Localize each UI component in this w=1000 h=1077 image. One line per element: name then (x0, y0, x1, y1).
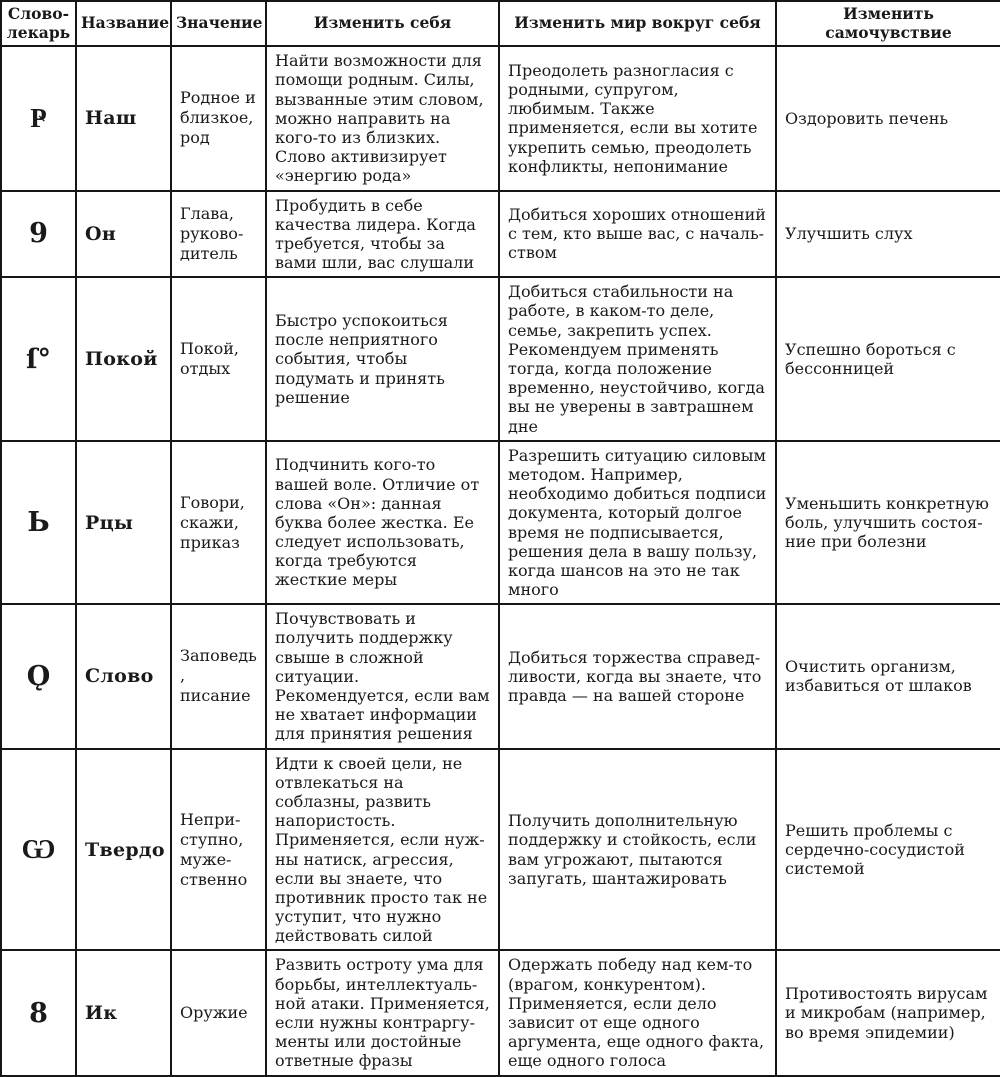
wellbeing-cell: Решить проблемы с сердечно-сосудистой системой (776, 749, 1000, 951)
wellbeing-cell: Успешно бороться с бессонницей (776, 277, 1000, 441)
name-cell: Покой (76, 277, 171, 441)
table-row-nash (1, 46, 1000, 190)
header-change-world: Изменить мир вокруг себя (499, 1, 776, 46)
meaning-cell: Говори, скажи, приказ (171, 441, 266, 605)
change-self-cell: Пробудить в себе качества лидера. Когда требуется, чтобы за вами шли, вас слушали (266, 191, 499, 278)
header-name: Название (76, 1, 171, 46)
change-world-cell: Добиться хороших отношений с тем, кто выше вас, с начальством (499, 191, 776, 278)
wellbeing-cell: Улучшить слух (776, 191, 1000, 278)
meaning-cell: Покой, отдых (171, 277, 266, 441)
change-world-cell: Одержать победу над кем-то (врагом, конкурентом). Применяется, если дело зависит от еще одного аргумента, еще одного факта, еще одного голоса (499, 950, 776, 1075)
header-word-healer: Слово-лекарь (1, 1, 76, 46)
table-row-on (1, 191, 1000, 278)
meaning-cell: Родное и близкое, род (171, 46, 266, 190)
letter-glyph-tverdo: Ѡ (1, 749, 76, 951)
table-row-slovo (1, 604, 1000, 748)
table-row-pokoy (1, 277, 1000, 441)
header-change-wellbeing: Изменить самочувствие (776, 1, 1000, 46)
name-cell: Наш (76, 46, 171, 190)
name-cell: Рцы (76, 441, 171, 605)
table-row-rtsy (1, 441, 1000, 605)
change-self-cell: Подчинить кого-то вашей воле. Отличие от слова «Он»: данная буква более жестка. Ее следует использовать, когда требуются жесткие меры (266, 441, 499, 605)
letter-glyph-ik: 8 (1, 950, 76, 1075)
change-self-cell: Развить остроту ума для борьбы, интеллектуальной атаки. Применяется, если нужны контраргументы или достойные ответные фразы (266, 950, 499, 1075)
change-world-cell: Разрешить ситуацию силовым методом. Например, необходимо добиться подписи документа, который долгое время не подписывается, решения дела в вашу пользу, когда шансов на это не так много (499, 441, 776, 605)
change-self-cell: Найти возможности для помощи родным. Силы, вызванные этим словом, можно направить на кого-то из близких. Слово активизирует «энергию рода» (266, 46, 499, 190)
table-row-tverdo (1, 749, 1000, 951)
header-meaning: Значение (171, 1, 266, 46)
change-self-cell: Почувствовать и получить поддержку свыше в сложной ситуации. Рекомендуется, если вам не хватает информации для принятия решения (266, 604, 499, 748)
header-row (1, 1, 1000, 46)
change-world-cell: Добиться стабильности на работе, в каком-то деле, семье, закрепить успех. Рекомендуем применять тогда, когда положение временно, неустойчиво, когда вы не уверены в завтрашнем дне (499, 277, 776, 441)
table-row-ik (1, 950, 1000, 1075)
change-self-cell: Идти к своей цели, не отвлекаться на соблазны, развить напористость. Применяется, если нужны натиск, агрессия, если вы знаете, что противник просто так не уступит, что нужно действовать силой (266, 749, 499, 951)
letter-glyph-slovo: Ǫ (1, 604, 76, 748)
meaning-cell: Глава, руководитель (171, 191, 266, 278)
letter-glyph-on: 9 (1, 191, 76, 278)
wellbeing-cell: Уменьшить конкретную боль, улучшить состояние при болезни (776, 441, 1000, 605)
meaning-cell: Оружие (171, 950, 266, 1075)
name-cell: Слово (76, 604, 171, 748)
meaning-cell: Заповедь, писание (171, 604, 266, 748)
letter-glyph-nash: Ҏ (1, 46, 76, 190)
meaning-cell: Неприступно, мужественно (171, 749, 266, 951)
name-cell: Ик (76, 950, 171, 1075)
name-cell: Твердо (76, 749, 171, 951)
change-world-cell: Добиться торжества справедливости, когда вы знаете, что правда — на вашей стороне (499, 604, 776, 748)
name-cell: Он (76, 191, 171, 278)
letter-glyph-pokoy: ſ° (1, 277, 76, 441)
letter-glyph-rtsy: Ь (1, 441, 76, 605)
change-world-cell: Преодолеть разногласия с родными, супругом, любимым. Также применяется, если вы хотите укрепить семью, преодолеть конфликты, непонимание (499, 46, 776, 190)
wellbeing-cell: Противостоять вирусам и микробам (например, во время эпидемии) (776, 950, 1000, 1075)
change-self-cell: Быстро успокоиться после неприятного события, чтобы подумать и принять решение (266, 277, 499, 441)
wellbeing-cell: Оздоровить печень (776, 46, 1000, 190)
wellbeing-cell: Очистить организм, избавиться от шлаков (776, 604, 1000, 748)
change-world-cell: Получить дополнительную поддержку и стойкость, если вам угрожают, пытаются запугать, шантажировать (499, 749, 776, 951)
header-change-self: Изменить себя (266, 1, 499, 46)
